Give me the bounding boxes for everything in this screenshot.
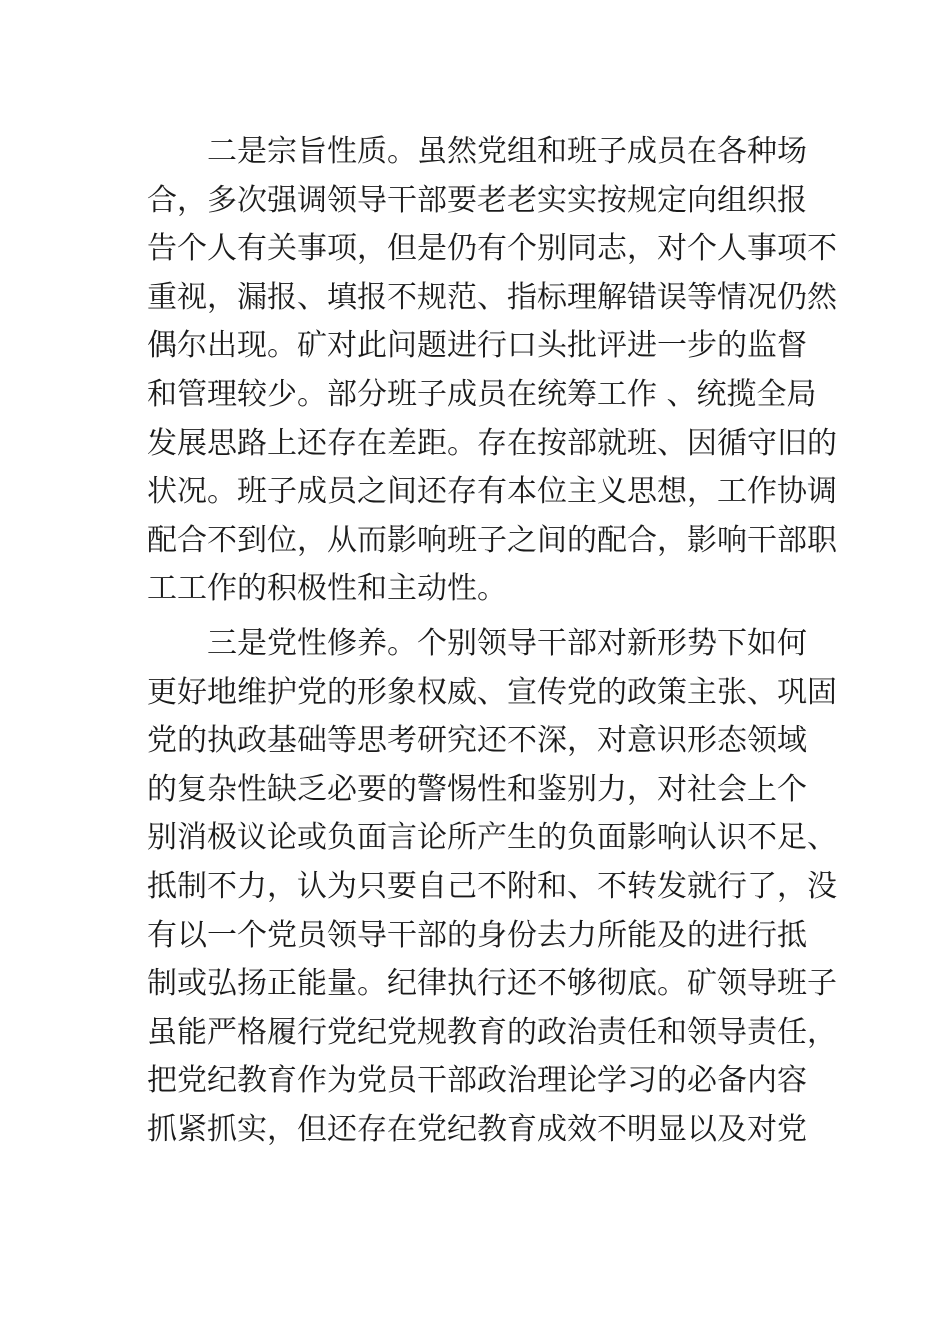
text-line: 重视，漏报、填报不规范、指标理解错误等情况仍然 bbox=[147, 279, 837, 315]
text-line: 党的执政基础等思考研究还不深，对意识形态领域 bbox=[147, 723, 807, 759]
text-line: 工工作的积极性和主动性。 bbox=[147, 571, 507, 607]
text-line: 制或弘扬正能量。纪律执行还不够彻底。矿领导班子 bbox=[147, 966, 837, 1002]
text-line: 配合不到位，从而影响班子之间的配合，影响干部职 bbox=[147, 522, 837, 558]
text-line: 有以一个党员领导干部的身份去力所能及的进行抵 bbox=[147, 917, 807, 953]
text-line: 抵制不力，认为只要自己不附和、不转发就行了，没 bbox=[147, 868, 837, 904]
paragraph-purpose bbox=[147, 128, 837, 614]
text-line: 把党纪教育作为党员干部政治理论学习的必备内容 bbox=[147, 1063, 807, 1099]
document-body bbox=[147, 128, 837, 1154]
text-line: 别消极议论或负面言论所产生的负面影响认识不足、 bbox=[147, 820, 837, 856]
text-line: 三是党性修养。个别领导干部对新形势下如何 bbox=[207, 625, 807, 661]
text-line: 偶尔出现。矿对此问题进行口头批评进一步的监督 bbox=[147, 328, 807, 364]
text-line: 更好地维护党的形象权威、宣传党的政策主张、巩固 bbox=[147, 674, 837, 710]
text-line: 和管理较少。部分班子成员在统筹工作 、统揽全局 bbox=[147, 376, 817, 412]
text-line: 抓紧抓实，但还存在党纪教育成效不明显以及对党 bbox=[147, 1111, 807, 1147]
text-line: 合，多次强调领导干部要老老实实按规定向组织报 bbox=[147, 182, 807, 218]
text-line: 的复杂性缺乏必要的警惕性和鉴别力，对社会上个 bbox=[147, 771, 807, 807]
text-line: 状况。班子成员之间还存有本位主义思想，工作协调 bbox=[147, 474, 837, 510]
paragraph-party-cultivation bbox=[147, 620, 837, 1155]
text-line: 告个人有关事项，但是仍有个别同志，对个人事项不 bbox=[147, 231, 837, 267]
text-line: 虽能严格履行党纪党规教育的政治责任和领导责任， bbox=[147, 1014, 837, 1050]
text-line: 二是宗旨性质。虽然党组和班子成员在各种场 bbox=[207, 134, 807, 169]
text-line: 发展思路上还存在差距。存在按部就班、因循守旧的 bbox=[147, 425, 837, 461]
